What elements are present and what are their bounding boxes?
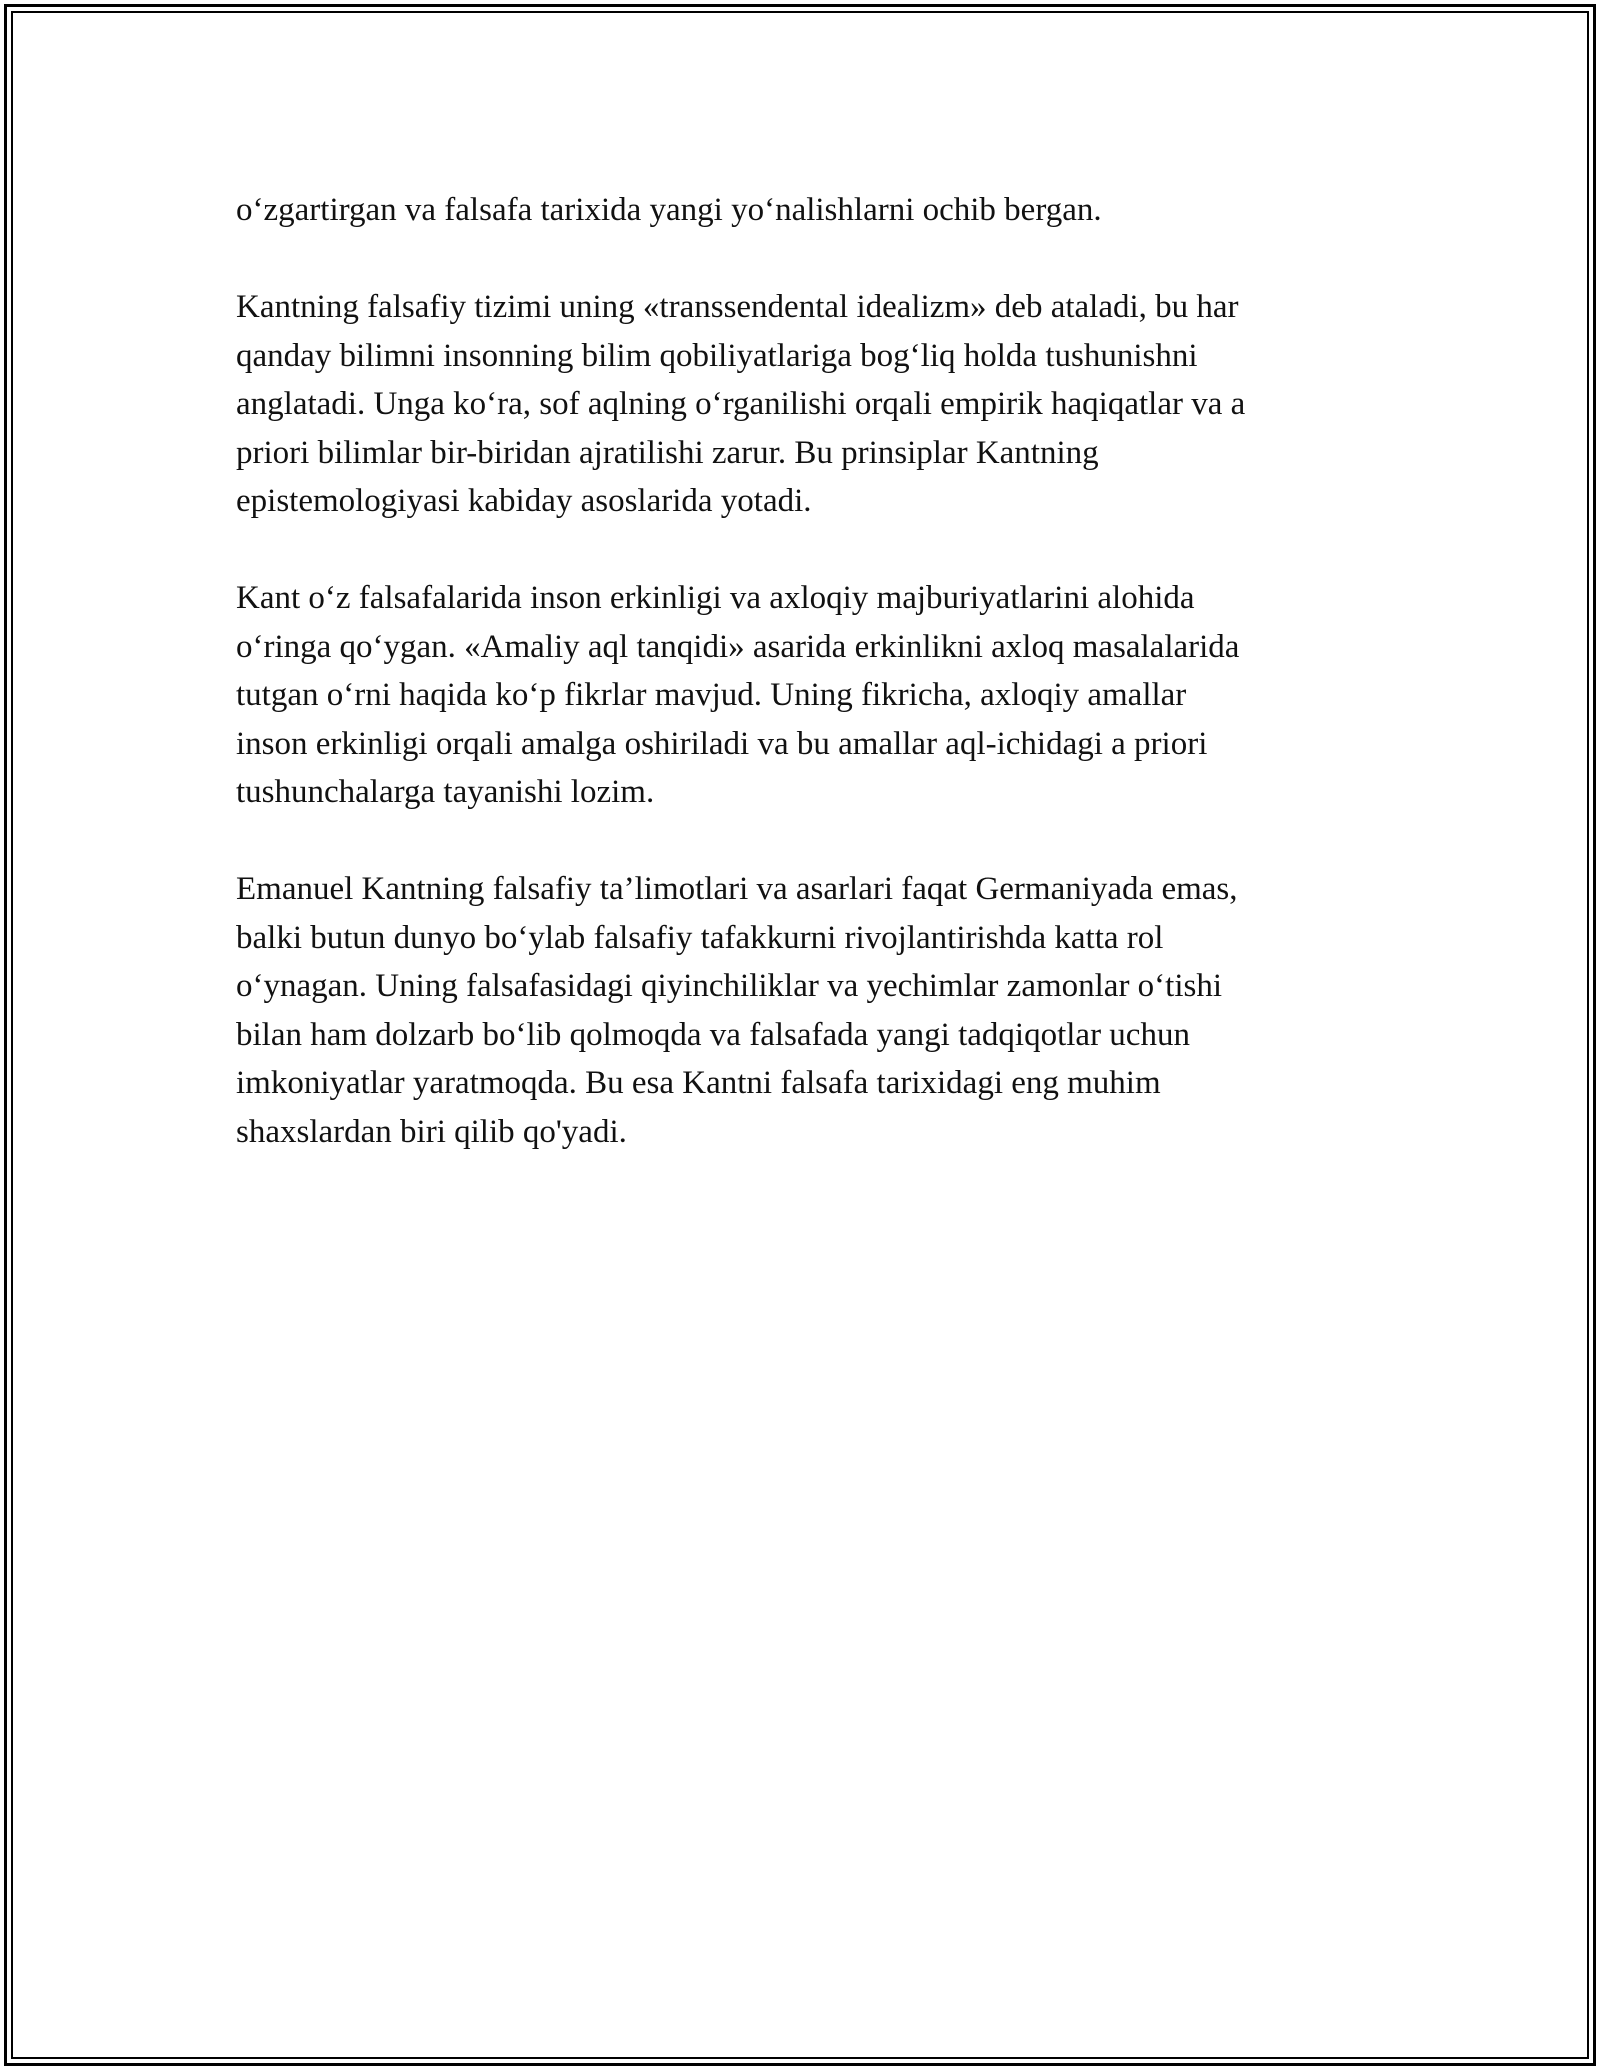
paragraph-continuation: o‘zgartirgan va falsafa tarixida yangi yo‘nalishlarni ochib bergan.: [236, 192, 1102, 228]
paragraph-transcendental-idealism: Kantning falsafiy tizimi uning «transsendental idealizm» deb ataladi, bu har qanday bilimni insonning bilim qobiliyatlariga bog‘liq holda tushunishni anglatadi. Unga ko‘ra, sof aqlning o‘rganilishi orqali empirik haqiqatlar va a priori bilimlar bir-biridan ajratilishi zarur. Bu prinsiplar Kantning epistemologiyasi kabiday asoslarida yotadi.: [236, 289, 1246, 519]
paragraph-freedom-and-morality: Kant o‘z falsafalarida inson erkinligi va axloqiy majburiyatlarini alohida o‘ringa qo‘ygan. «Amaliy aql tanqidi» asarida erkinlikni axloq masalalarida tutgan o‘rni haqida ko‘p fikrlar mavjud. Uning fikricha, axloqiy amallar inson erkinligi orqali amalga oshiriladi va bu amallar aql-ichidagi a priori tushunchalarga tayanishi lozim.: [236, 580, 1240, 810]
document-body: [236, 186, 1396, 1205]
paragraph-legacy: Emanuel Kantning falsafiy ta’limotlari va asarlari faqat Germaniyada emas, balki butun dunyo bo‘ylab falsafiy tafakkurni rivojlantirishda katta rol o‘ynagan. Uning falsafasidagi qiyinchiliklar va yechimlar zamonlar o‘tishi bilan ham dolzarb bo‘lib qolmoqda va falsafada yangi tadqiqotlar uchun imkoniyatlar yaratmoqda. Bu esa Kantni falsafa tarixidagi eng muhim shaxslardan biri qilib qo'yadi.: [236, 871, 1238, 1150]
